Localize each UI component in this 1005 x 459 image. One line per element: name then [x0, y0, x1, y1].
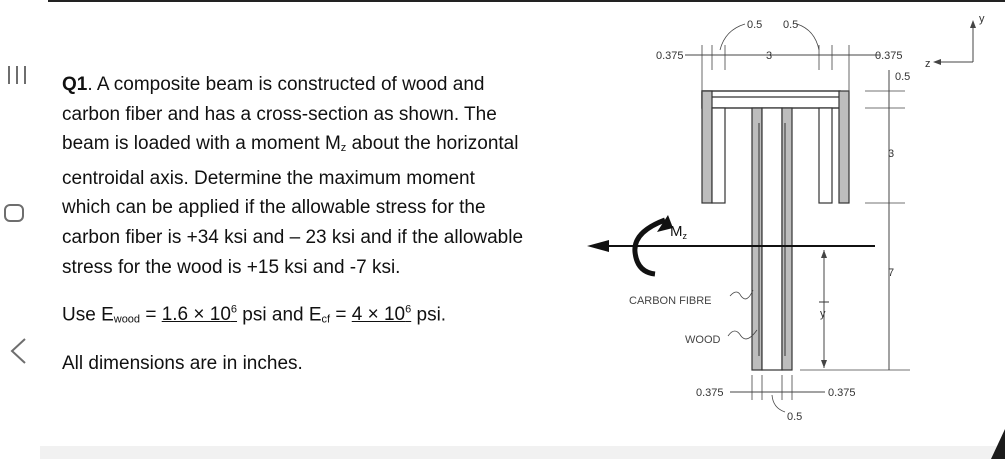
y-axis-label: y [979, 13, 985, 25]
dim-top-right: 0.375 [875, 50, 903, 62]
leader-line [772, 395, 785, 412]
ecf-value [352, 304, 411, 325]
question-line-text: beam is loaded with a moment M [62, 133, 341, 155]
z-axis-arrow [933, 59, 941, 65]
wood-drop-right [819, 108, 832, 203]
dim-bottom-left: 0.375 [696, 387, 724, 399]
ybar-arrow-bottom [821, 360, 827, 368]
carbon-web-left [752, 108, 762, 370]
recent-apps-bar [8, 66, 10, 84]
wood-subscript: wood [113, 313, 141, 326]
use-prefix: Use E [62, 304, 114, 326]
moment-subscript: z [340, 142, 347, 155]
leader-line [797, 24, 819, 50]
question-line [62, 129, 582, 164]
psi-and: psi and E [237, 304, 322, 326]
equals-sign: = [140, 304, 162, 326]
wood-label: WOOD [685, 334, 721, 346]
ewood-value [162, 304, 237, 325]
question-line: which can be applied if the allowable stress for the [62, 197, 486, 219]
recent-apps-bar [24, 66, 26, 84]
modulus-line [62, 296, 582, 335]
cross-section-svg [575, 0, 1005, 446]
dim-right-3: 3 [888, 148, 895, 160]
ybar-label: y [820, 308, 826, 320]
dim-top-05-left: 0.5 [747, 19, 763, 31]
ewood-exponent: 6 [230, 304, 238, 317]
question-line [62, 70, 582, 100]
beam-cross-section-figure [575, 0, 1005, 446]
ecf-exponent: 6 [405, 304, 412, 317]
psi-end: psi. [411, 304, 447, 326]
carbon-outer-left [702, 91, 712, 203]
ewood-mantissa: 1.6 × 10 [161, 304, 231, 326]
recent-apps-icon[interactable] [8, 66, 28, 84]
question-line: carbon fiber and has a cross-section as shown. The [62, 103, 497, 125]
question-line: carbon fiber is +34 ksi and – 23 ksi and if the allowable [62, 226, 524, 248]
leader-line [720, 24, 745, 50]
dim-bottom-right: 0.375 [828, 387, 856, 399]
wood-web [762, 108, 782, 370]
question-number: Q1 [62, 74, 88, 95]
dim-top-05-right: 0.5 [783, 19, 799, 31]
ecf-mantissa: 4 × 10 [351, 304, 406, 326]
dim-top-3: 3 [766, 50, 773, 62]
recent-apps-bar [16, 66, 18, 84]
back-icon[interactable] [7, 338, 31, 364]
corner-decoration [991, 429, 1005, 459]
question-line: stress for the wood is +15 ksi and -7 ksi. [62, 256, 401, 278]
question-line: centroidal axis. Determine the maximum moment [62, 167, 475, 189]
home-icon[interactable] [4, 204, 24, 222]
z-axis-label: z [925, 58, 931, 70]
neutral-axis-arrowhead [587, 240, 609, 252]
carbon-leader [730, 290, 753, 299]
equals-sign: = [330, 304, 352, 326]
dim-right-05: 0.5 [895, 71, 911, 83]
carbon-web-right [782, 108, 792, 370]
y-axis-arrow [970, 20, 976, 28]
bottom-bar [40, 446, 1005, 459]
dim-bottom-05: 0.5 [787, 411, 803, 423]
carbon-fibre-label: CARBON FIBRE [629, 295, 712, 307]
cf-subscript: cf [321, 313, 331, 326]
wood-flange [702, 91, 840, 108]
wood-drop-left [712, 108, 725, 203]
question-text [62, 70, 582, 379]
dim-right-7: 7 [888, 267, 895, 279]
dimensions-note: All dimensions are in inches. [62, 353, 303, 375]
ybar-arrow-top [821, 250, 827, 258]
moment-label-sub: z [682, 231, 687, 241]
dim-top-left: 0.375 [656, 50, 684, 62]
carbon-outer-right [839, 91, 849, 203]
moment-label: $M_z$ [670, 223, 687, 241]
question-line-text: about the horizontal [346, 133, 519, 155]
question-line-text: . A composite beam is constructed of wood and [87, 74, 485, 95]
